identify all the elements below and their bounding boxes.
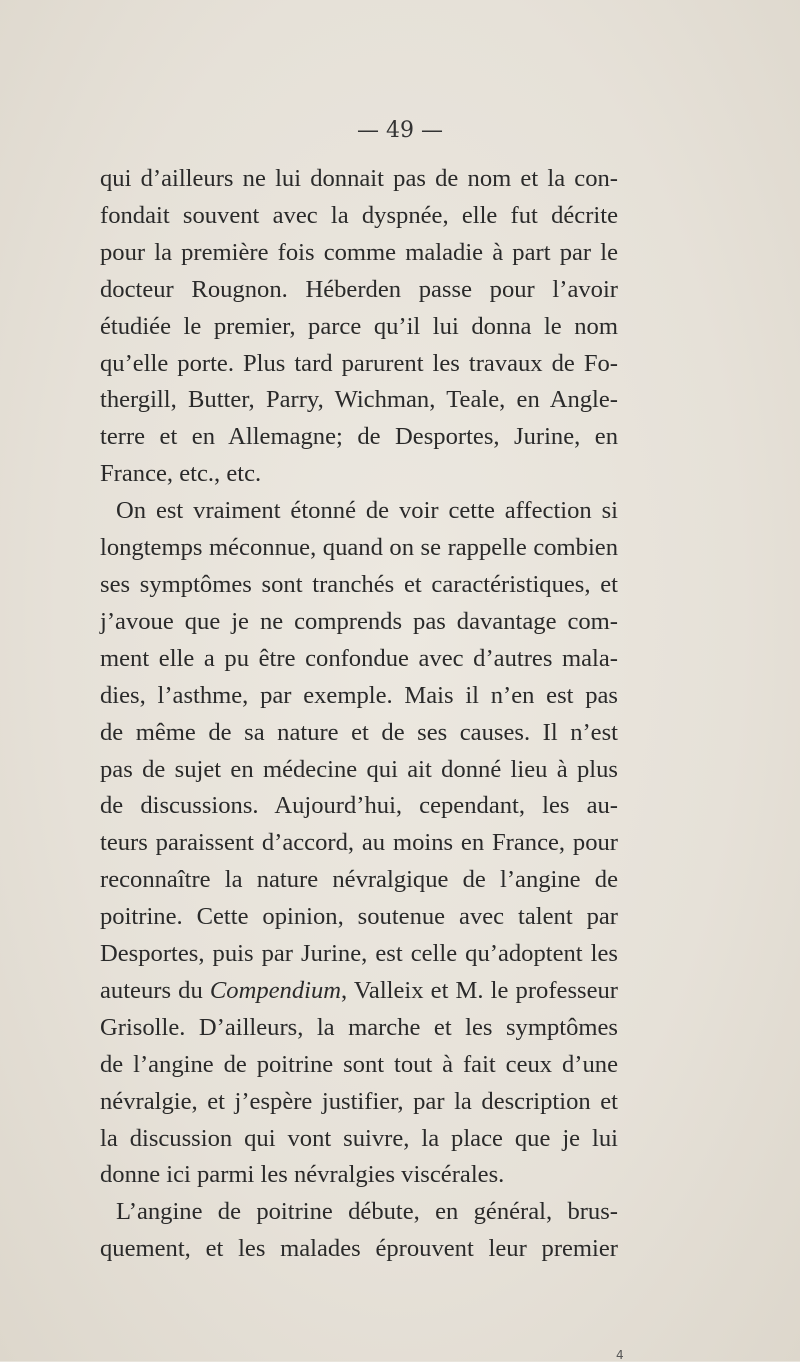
- text-line: L’angine de poitrine débute, en général, brus-: [116, 1198, 618, 1226]
- text-line: Desportes, puis par Jurine, est celle qu’adoptent les: [100, 940, 618, 968]
- paragraph-3-body: [100, 1231, 618, 1268]
- text-line: terre et en Allemagne; de Desportes, Jurine, en: [100, 423, 618, 451]
- text-line: docteur Rougnon. Héberden passe pour l’avoir: [100, 275, 618, 303]
- text-line: dies, l’asthme, par exemple. Mais il n’en est pas: [100, 681, 618, 709]
- text-line: névralgie, et j’espère justifier, par la description et: [100, 1087, 618, 1115]
- text-line: reconnaître la nature névralgique de l’angine de: [100, 866, 618, 894]
- text-line: pour la première fois comme maladie à part par le: [100, 238, 618, 266]
- text-line: donne ici parmi les névralgies viscérales.: [100, 1161, 505, 1189]
- text-line: thergill, Butter, Parry, Wichman, Teale, en Angle-: [100, 386, 618, 414]
- signature-mark: 4: [616, 1348, 624, 1362]
- text-line: ses symptômes sont tranchés et caractéristiques, et: [100, 570, 618, 598]
- text-line: Grisolle. D’ailleurs, la marche et les symptômes: [100, 1013, 618, 1041]
- text-line: quement, et les malades éprouvent leur premier: [100, 1235, 618, 1263]
- text-line: poitrine. Cette opinion, soutenue avec talent par: [100, 903, 618, 931]
- paragraph-2: [100, 493, 618, 530]
- text-line: France, etc., etc.: [100, 460, 262, 488]
- text-line-with-italic: [100, 973, 618, 1010]
- paragraph-3: [100, 1194, 618, 1231]
- text-line: longtemps méconnue, quand on se rappelle combien: [100, 534, 618, 562]
- text-line: teurs paraissent d’accord, au moins en France, pour: [100, 829, 618, 857]
- text-line: de l’angine de poitrine sont tout à fait ceux d’une: [100, 1050, 618, 1078]
- text-line: de discussions. Aujourd’hui, cependant, les au-: [100, 792, 618, 820]
- text-line: On est vraiment étonné de voir cette affection si: [116, 497, 618, 525]
- text-line: fondait souvent avec la dyspnée, elle fut décrite: [100, 201, 618, 229]
- text-line: ment elle a pu être confondue avec d’autres mala-: [100, 644, 618, 672]
- text-fragment: auteurs du: [100, 976, 210, 1004]
- italic-title: Compendium: [209, 976, 342, 1004]
- paragraph-1: [100, 161, 618, 493]
- text-line: qui d’ailleurs ne lui donnait pas de nom et la con-: [100, 165, 618, 192]
- body-text: [100, 161, 618, 1268]
- page-number: — 49 —: [357, 118, 443, 143]
- text-line: étudiée le premier, parce qu’il lui donna le nom: [100, 312, 618, 340]
- paragraph-2-body: [100, 530, 618, 1194]
- text-line: qu’elle porte. Plus tard parurent les travaux de Fo-: [100, 349, 618, 377]
- text-line: la discussion qui vont suivre, la place que je lui: [100, 1124, 618, 1152]
- text-line: j’avoue que je ne comprends pas davantage com-: [100, 607, 618, 635]
- text-fragment: , Valleix et M. le professeur: [341, 976, 618, 1004]
- text-line: pas de sujet en médecine qui ait donné lieu à plus: [100, 755, 618, 783]
- text-line: de même de sa nature et de ses causes. Il n’est: [100, 718, 618, 746]
